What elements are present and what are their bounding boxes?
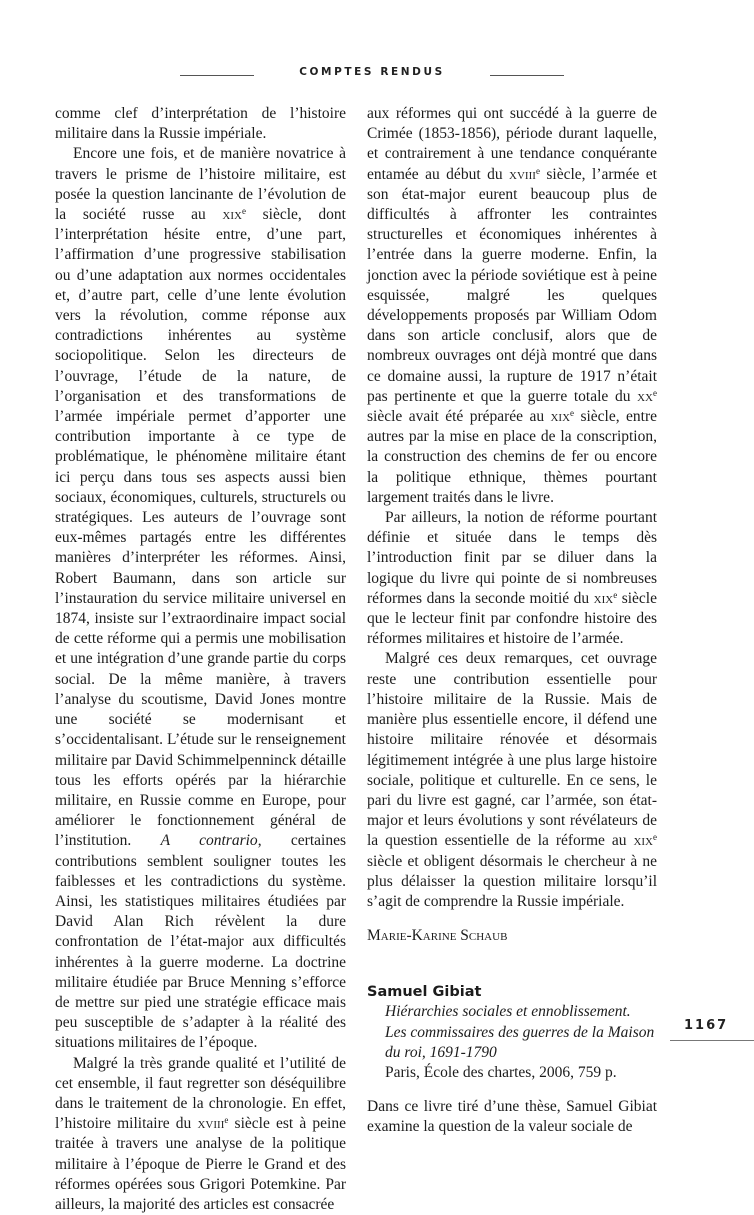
paragraph: Malgré ces deux remarques, cet ouvrage reste une contribution essentielle pour l’histoire militaire de la Russie. Mais de manière plus essentielle encore, il défend une histoire militaire rénovée et désormais légitimement intégrée à une plus large histoire sociale, politique et culturelle. En ce sens, le pari du livre est gagné, car l’armée, son état-major et leurs évolutions y sont révélateurs de la question essentielle de la réforme au xix$^e$ siècle et obligent désormais le chercheur à ne plus délaisser la question militaire lorsqu’il s’agit de comprendre la Russie impériale.	[367, 650, 657, 910]
book-title: Hiérarchies sociales et ennoblissement.	[385, 1003, 631, 1021]
book-subtitle: Les commissaires des guerres de la Maison du roi, 1691-1790	[385, 1023, 655, 1061]
book-publication: Paris, École des chartes, 2006, 759 p.	[385, 1063, 617, 1081]
header-rule-right	[490, 75, 564, 76]
review-opening: Dans ce livre tiré d’une thèse, Samuel Gibiat examine la question de la valeur sociale de	[367, 1098, 657, 1136]
paragraph: Par ailleurs, la notion de réforme pourtant définie et située dans le temps dès l’introduction finit par se diluer dans la logique du livre qui pointe de si nombreuses réformes dans la seconde moitié du xix$^e$ siècle que le lecteur finit par confondre histoire des réformes militaires et histoire de l’armée.	[367, 509, 657, 648]
left-column	[55, 104, 346, 1215]
right-column	[367, 104, 657, 1138]
paragraph: aux réformes qui ont succédé à la guerre de Crimée (1853-1856), période durant laquelle, et contrairement à une tendance conquérante entamée au début du xviii$^e$ siècle, l’armée et son état-major eurent beaucoup plus de difficultés à affronter les contraintes structurelles et économiques inhérentes à l’entrée dans la guerre moderne. Enfin, la jonction avec la période soviétique est à peine esquissée, malgré les quelques développements proposés par William Odom dans son article conclusif, alors que de nombreux ouvrages ont déjà montré que dans ce domaine aussi, la rupture de 1917 n’était pas pertinente et que la guerre totale du $xx^e$ siècle avait été préparée au xix$^e$ siècle, entre autres par la mise en place de la conscription, la construction des chemins de fer ou encore la politique ethnique, thèmes pourtant largement traités dans le livre.	[367, 105, 657, 506]
running-head: COMPTES RENDUS	[299, 66, 445, 78]
page-number-rule	[670, 1040, 754, 1041]
running-header	[180, 66, 564, 86]
paragraph: Encore une fois, et de manière novatrice à travers le prisme de l’histoire militaire, est posée la question lancinante de l’évolution de la société russe au xix$^e$ siècle, dont l’interprétation hésite entre, d’une part, l’affirmation d’une progressive stabilisation ou d’une adaptation aux normes occidentales et, d’autre part, celle d’une lente évolution vers la révolution, comme réponse aux contradictions inhérentes au système sociopolitique. Selon les directeurs de l’ouvrage, l’étude de la nature, de l’organisation et des transformations de l’armée impériale permet d’apporter une contribution importante à ce type de problématique, le phénomène militaire étant ici perçu dans tous ses aspects aussi bien sociaux, économiques, culturels, structurels ou stratégiques. Les auteurs de l’ouvrage sont eux-mêmes partagés entre les différentes manières d’interpréter les réformes. Ainsi, Robert Baumann, dans son article sur l’instauration du service militaire universel en 1874, insiste sur l’extraordinaire impact social de cette réforme qui a permis une mobilisation et une intégration d’une grande partie du corps social. De la même manière, à travers l’analyse du scoutisme, David Jones montre une société se modernisant et s’occidentalisant. L’étude sur le renseignement militaire par David Schimmelpenninck détaille tous les efforts opérés par la hiérarchie militaire, en Russie comme en Europe, pour améliorer le fonctionnement général de l’institution. A contrario, certaines contributions semblent souligner toutes les faiblesses et les contradictions du système. Ainsi, les statistiques militaires étudiées par David Alan Rich révèlent la dure confrontation de l’état-major aux difficultés inhérentes à la guerre moderne. La doctrine militaire étudiée par Bruce Menning s’efforce de mettre sur pied une stratégie efficace mais peu susceptible de s’adapter à la réalité des situations militaires de l’époque.	[55, 145, 346, 1052]
review-author: Samuel Gibiat	[367, 984, 482, 1001]
page-number: 1167	[684, 1018, 729, 1033]
paragraph: comme clef d’interprétation de l’histoire militaire dans la Russie impériale.	[55, 105, 346, 143]
review-signature: Marie-Karine Schaub	[367, 927, 508, 945]
book-review-header	[367, 982, 657, 1083]
paragraph: Malgré la très grande qualité et l’utilité de cet ensemble, il faut regretter son déséquilibre dans le traitement de la chronologie. En effet, l’histoire militaire du xviii$^e$ siècle est à peine traitée à travers une analyse de la politique militaire à l’époque de Pierre le Grand et des réformes opérées sous Grigori Potemkine. Par ailleurs, la majorité des articles est consacrée	[55, 1054, 346, 1213]
